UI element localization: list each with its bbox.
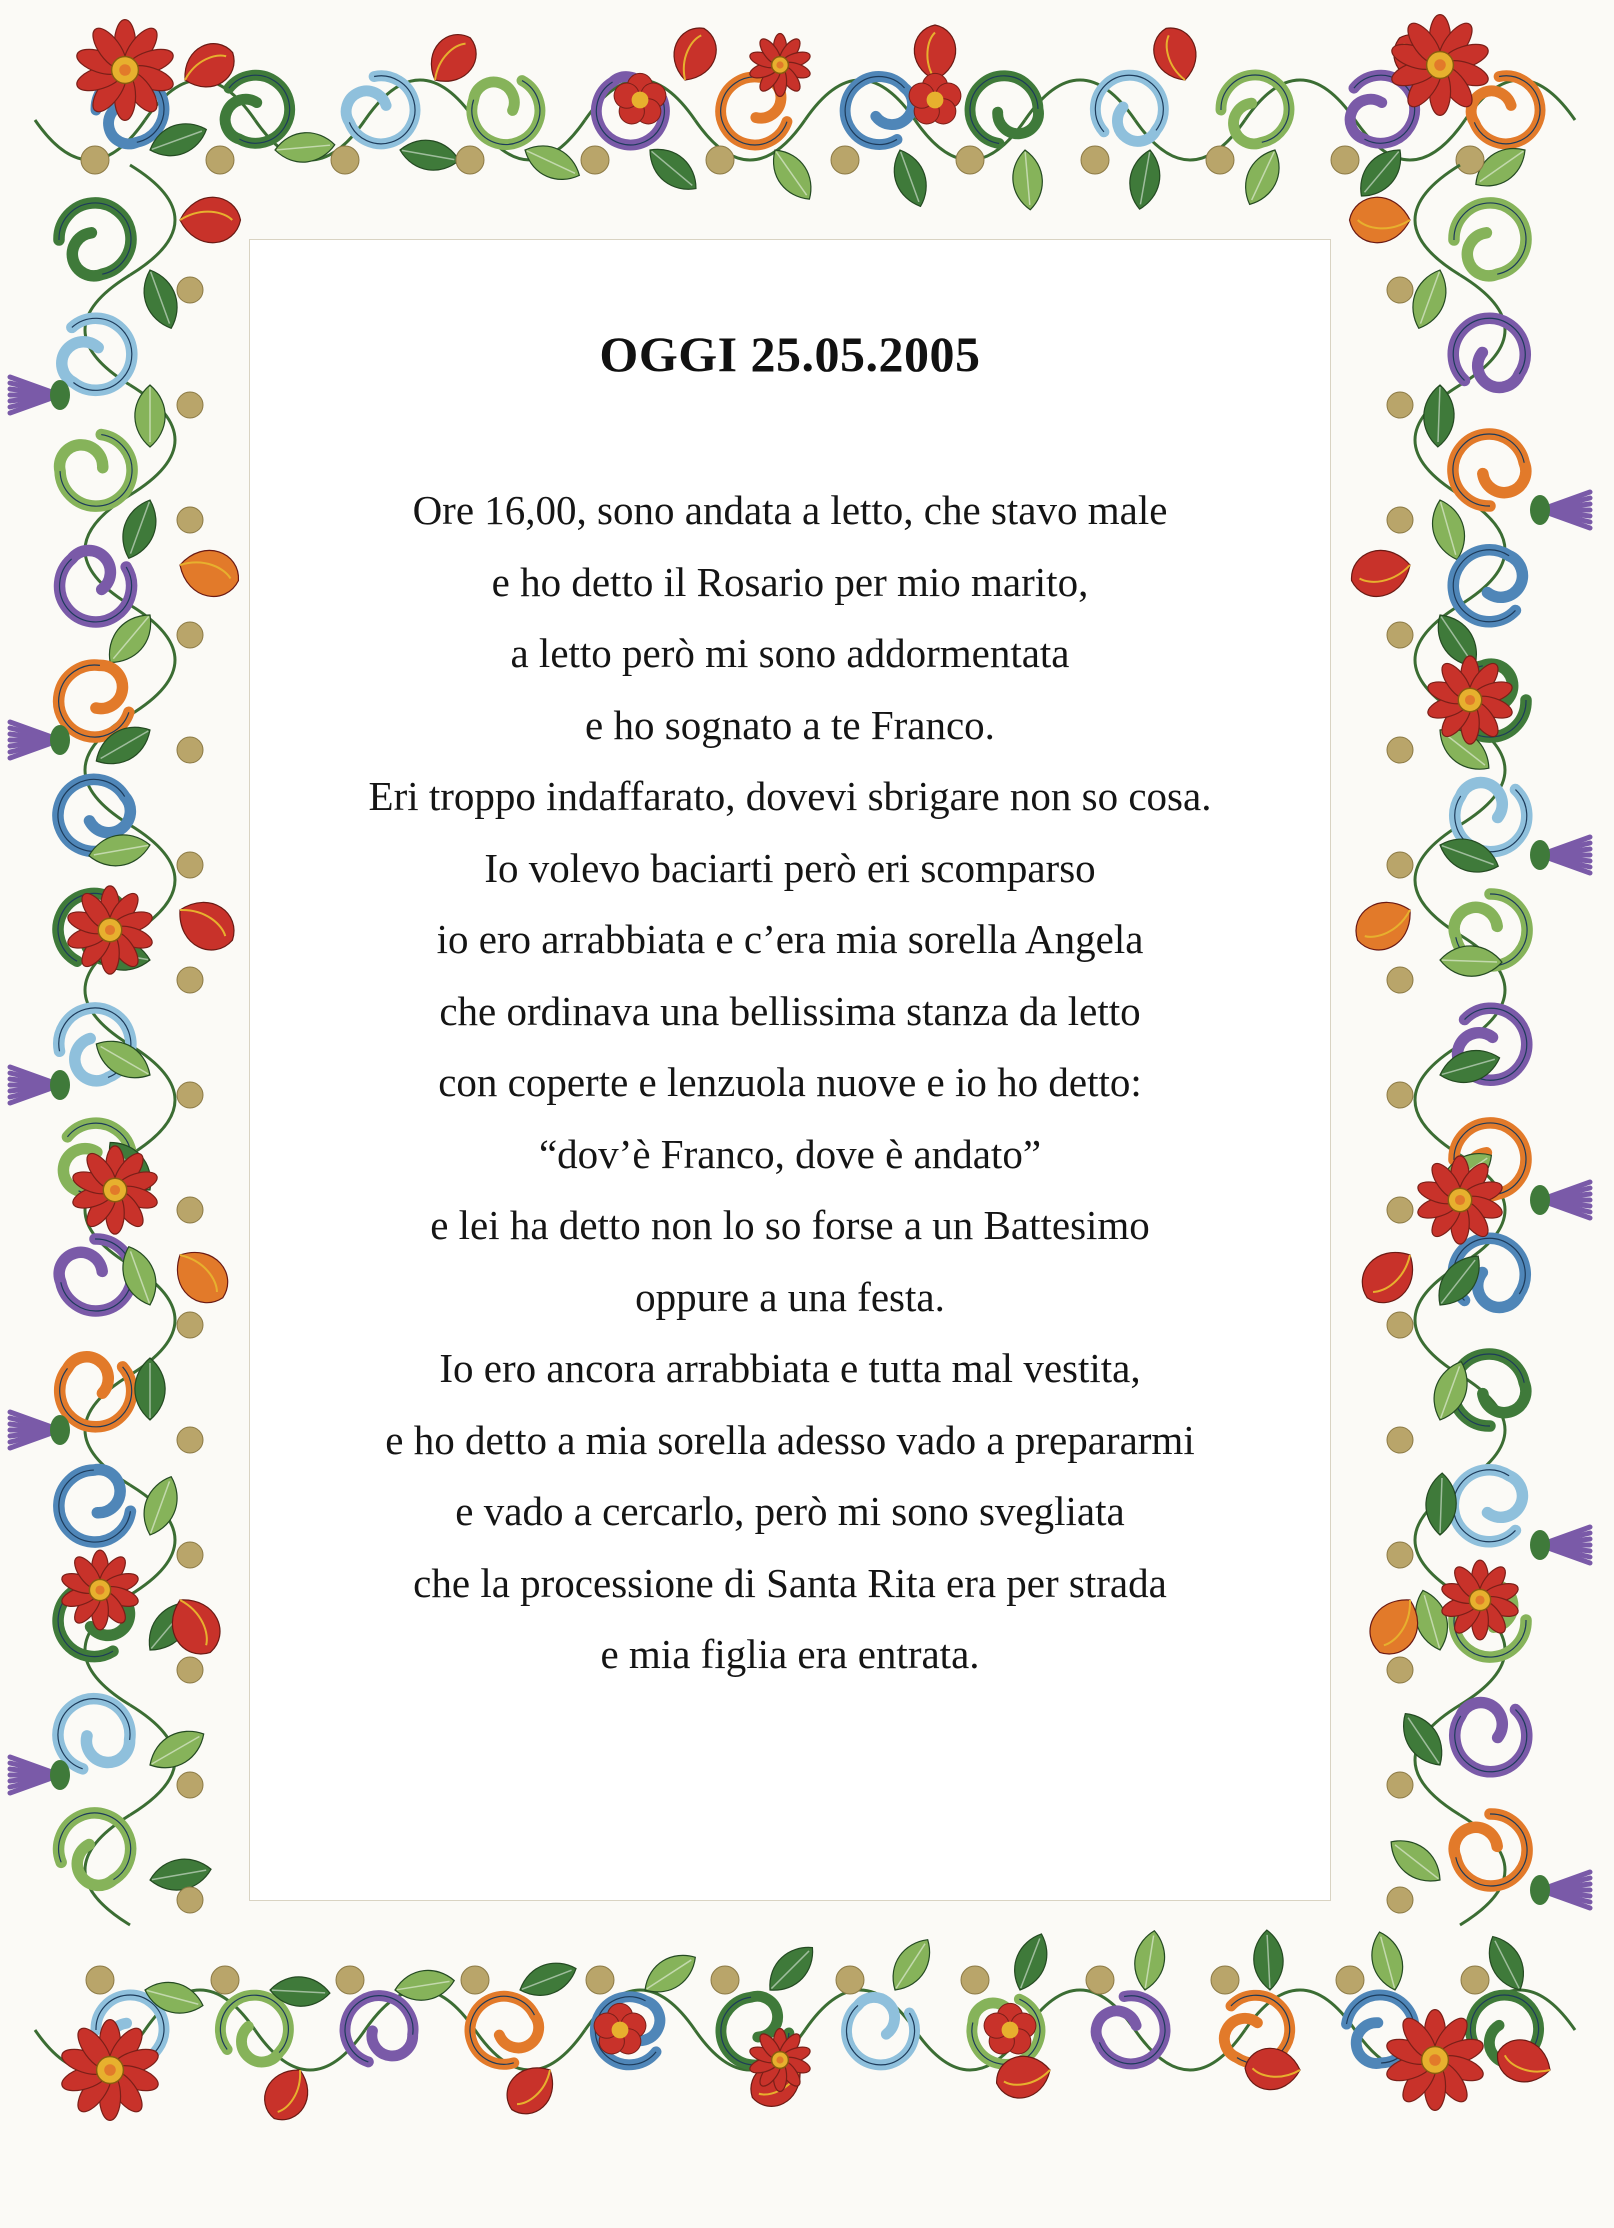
poem-line: io ero arrabbiata e c’era mia sorella Angela	[436, 916, 1144, 962]
poem-line: e ho detto a mia sorella adesso vado a prepararmi	[385, 1416, 1195, 1463]
poem-line: Eri troppo indaffarato, dovevi sbrigare non so cosa.	[368, 773, 1212, 819]
poem-line: a letto però mi sono addormentata	[510, 630, 1070, 676]
poem-line: che ordinava una bellissima stanza da letto	[439, 987, 1141, 1034]
poem-line: Ore 16,00, sono andata a letto, che stavo male	[412, 487, 1168, 533]
poem-line: e ho detto il Rosario per mio marito,	[491, 558, 1089, 605]
poem-line: oppure a una festa.	[635, 1273, 945, 1320]
content-panel	[250, 240, 1330, 1900]
poem-line: “dov’è Franco, dove è andato”	[538, 1130, 1042, 1177]
poem-line: e ho sognato a te Franco.	[585, 701, 995, 748]
poem-line: e mia figlia era entrata.	[600, 1631, 980, 1677]
poem-line: con coperte e lenzuola nuove e io ho detto:	[438, 1059, 1142, 1105]
poem-line: Io ero ancora arrabbiata e tutta mal vestita,	[439, 1345, 1141, 1391]
poem-line: e vado a cercarlo, però mi sono svegliata	[455, 1488, 1125, 1534]
poem-line: Io volevo baciarti però eri scomparso	[484, 844, 1096, 891]
poem-line: e lei ha detto non lo so forse a un Battesimo	[430, 1202, 1150, 1248]
poem-body	[250, 475, 1330, 1691]
poem-line: che la processione di Santa Rita era per strada	[413, 1559, 1167, 1606]
page-title: OGGI 25.05.2005	[599, 326, 981, 382]
